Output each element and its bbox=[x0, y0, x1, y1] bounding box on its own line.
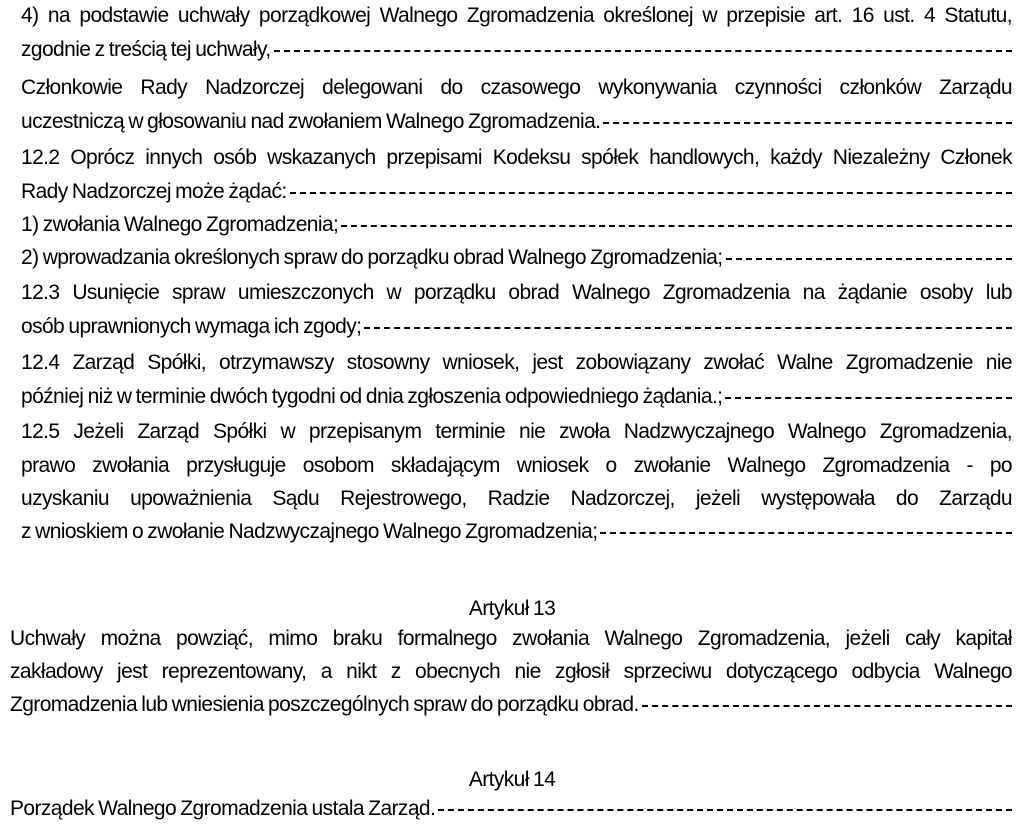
article-14-line-1-text: Porządek Walnego Zgromadzenia ustala Zarząd. bbox=[10, 797, 436, 820]
paragraph-12-2-item-1-text: 1) zwołania Walnego Zgromadzenia; bbox=[21, 213, 339, 236]
dash-filler bbox=[438, 809, 1012, 811]
dash-filler bbox=[600, 532, 1012, 534]
paragraph-12-3-line-2-text: osób uprawnionych wymaga ich zgody; bbox=[21, 315, 362, 338]
dash-filler bbox=[642, 705, 1012, 707]
item-4-line-2-text: zgodnie z treścią tej uchwały, bbox=[21, 38, 271, 61]
dash-filler bbox=[274, 50, 1012, 52]
paragraph-12-2-item-1 bbox=[21, 213, 1012, 237]
article-14-heading: Artykuł 14 bbox=[468, 768, 556, 791]
paragraph-12-2-item-2-text: 2) wprowadzania określonych spraw do porządku obrad Walnego Zgromadzenia; bbox=[21, 246, 723, 269]
paragraph-12-5-line-3: uzyskaniu upoważnienia Sądu Rejestrowego, Radzie Nadzorczej, jeżeli występowała do Zarządu bbox=[21, 487, 1012, 510]
dash-filler bbox=[341, 225, 1012, 227]
dash-filler bbox=[603, 122, 1012, 124]
paragraph-12-3-line-2 bbox=[21, 315, 1012, 339]
article-14-line-1 bbox=[10, 797, 1012, 821]
article-13-line-1: Uchwały można powziąć, mimo braku formalnego zwołania Walnego Zgromadzenia, jeżeli cały kapitał bbox=[10, 627, 1012, 650]
item-4-line-1: 4) na podstawie uchwały porządkowej Walnego Zgromadzenia określonej w przepisie art. 16 ust. 4 Statutu, bbox=[21, 4, 1012, 27]
paragraph-12-2-line-2 bbox=[21, 180, 1012, 204]
article-13-line-2: zakładowy jest reprezentowany, a nikt z obecnych nie zgłosił sprzeciwu dotyczącego odbycia Walnego bbox=[10, 660, 1012, 683]
paragraph-12-5-line-1: 12.5 Jeżeli Zarząd Spółki w przepisanym terminie nie zwoła Nadzwyczajnego Walnego Zgromadzenia, bbox=[21, 420, 1012, 443]
article-13-heading: Artykuł 13 bbox=[468, 597, 556, 620]
paragraph-12-5-line-4-text: z wnioskiem o zwołanie Nadzwyczajnego Walnego Zgromadzenia; bbox=[21, 520, 598, 543]
dash-filler bbox=[290, 192, 1012, 194]
paragraph-12-4-line-2 bbox=[21, 385, 1012, 409]
item-4-line-2 bbox=[21, 38, 1012, 62]
dash-filler bbox=[725, 397, 1012, 399]
paragraph-12-2-item-2 bbox=[21, 246, 1012, 270]
article-13-line-3-text: Zgromadzenia lub wniesienia poszczególnych spraw do porządku obrad. bbox=[10, 693, 639, 716]
paragraph-12-2-line-2-text: Rady Nadzorczej może żądać: bbox=[21, 180, 287, 203]
paragraph-12-5-line-4 bbox=[21, 520, 1012, 544]
dash-filler bbox=[726, 258, 1013, 260]
paragraph-12-4-line-1: 12.4 Zarząd Spółki, otrzymawszy stosowny wniosek, jest zobowiązany zwołać Walne Zgromadzenie nie bbox=[21, 351, 1012, 374]
members-line-2 bbox=[21, 110, 1012, 134]
paragraph-12-2-line-1: 12.2 Oprócz innych osób wskazanych przepisami Kodeksu spółek handlowych, każdy Niezależny Członek bbox=[21, 146, 1012, 169]
dash-filler bbox=[364, 327, 1012, 329]
article-13-line-3 bbox=[10, 693, 1012, 717]
members-line-2-text: uczestniczą w głosowaniu nad zwołaniem Walnego Zgromadzenia. bbox=[21, 110, 601, 133]
paragraph-12-5-line-2: prawo zwołania przysługuje osobom składającym wniosek o zwołanie Walnego Zgromadzenia - po bbox=[21, 454, 1012, 477]
paragraph-12-4-line-2-text: później niż w terminie dwóch tygodni od dnia zgłoszenia odpowiedniego żądania.; bbox=[21, 385, 723, 408]
members-line-1: Członkowie Rady Nadzorczej delegowani do czasowego wykonywania czynności członków Zarządu bbox=[21, 76, 1012, 99]
paragraph-12-3-line-1: 12.3 Usunięcie spraw umieszczonych w porządku obrad Walnego Zgromadzenia na żądanie osoby lub bbox=[21, 281, 1012, 304]
